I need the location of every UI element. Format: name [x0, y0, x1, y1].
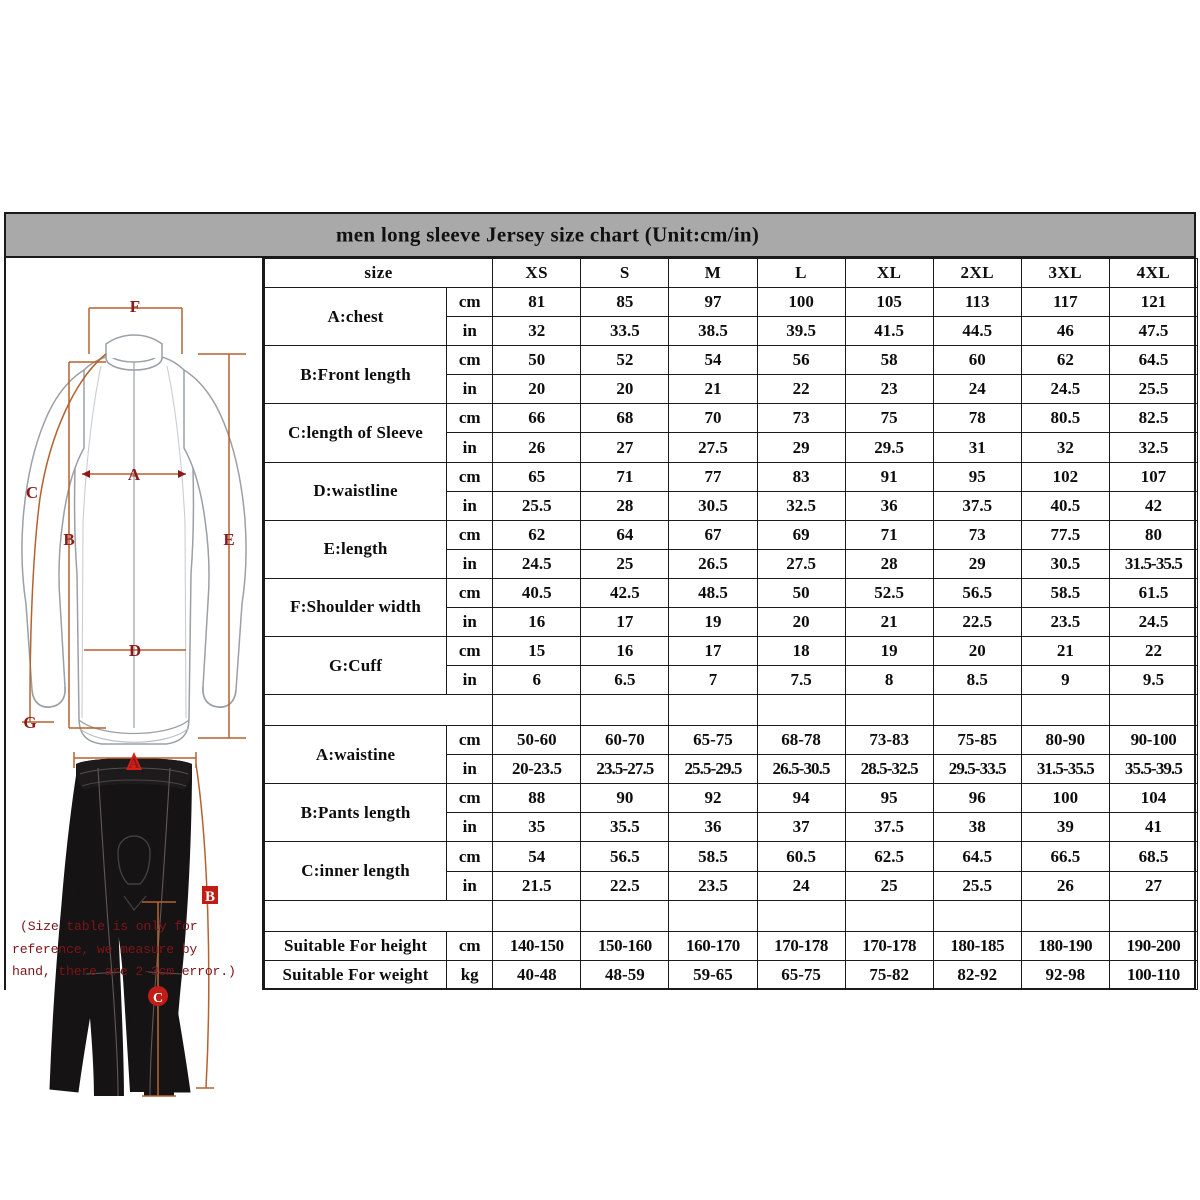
cell-4xl: 82.5	[1109, 404, 1197, 433]
header-size-3xl: 3XL	[1021, 259, 1109, 288]
spacer-cell	[1021, 900, 1109, 931]
cell-m: 65-75	[669, 726, 757, 755]
table-row	[265, 784, 1198, 813]
cell-xl: 95	[845, 784, 933, 813]
jersey-diagram	[22, 297, 246, 744]
cell-m: 7	[669, 666, 757, 695]
svg-text:C: C	[25, 483, 39, 502]
cell-l: 94	[757, 784, 845, 813]
spacer-cell	[1021, 695, 1109, 726]
cell-3xl: 21	[1021, 637, 1109, 666]
header-size-2xl: 2XL	[933, 259, 1021, 288]
cell-m: 36	[669, 813, 757, 842]
cell-xs: 25.5	[493, 491, 581, 520]
cell-2xl: 64.5	[933, 842, 1021, 871]
header-size-s: S	[581, 259, 669, 288]
cell-s: 35.5	[581, 813, 669, 842]
row-unit: cm	[447, 288, 493, 317]
cell-3xl: 102	[1021, 462, 1109, 491]
header-size-m: M	[669, 259, 757, 288]
cell-4xl: 61.5	[1109, 578, 1197, 607]
cell-4xl: 35.5-39.5	[1109, 755, 1197, 784]
cell-m: 27.5	[669, 433, 757, 462]
cell-2xl: 96	[933, 784, 1021, 813]
cell-m: 97	[669, 288, 757, 317]
cell-m: 58.5	[669, 842, 757, 871]
cell-xl: 73-83	[845, 726, 933, 755]
cell-s: 71	[581, 462, 669, 491]
cell-3xl: 117	[1021, 288, 1109, 317]
cell-4xl: 32.5	[1109, 433, 1197, 462]
table-row	[265, 578, 1198, 607]
chart-title-band	[6, 214, 1194, 258]
cell-4xl: 42	[1109, 491, 1197, 520]
cell-3xl: 80-90	[1021, 726, 1109, 755]
cell-4xl: 121	[1109, 288, 1197, 317]
row-unit: in	[447, 549, 493, 578]
row-unit: in	[447, 607, 493, 636]
table-row	[265, 960, 1198, 989]
cell-l: 100	[757, 288, 845, 317]
row-label: D:waistline	[265, 462, 447, 520]
cell-4xl: 22	[1109, 637, 1197, 666]
cell-m: 54	[669, 346, 757, 375]
cell-xs: 24.5	[493, 549, 581, 578]
cell-m: 30.5	[669, 491, 757, 520]
cell-4xl: 104	[1109, 784, 1197, 813]
cell-4xl: 64.5	[1109, 346, 1197, 375]
cell-3xl: 80.5	[1021, 404, 1109, 433]
cell-2xl: 31	[933, 433, 1021, 462]
table-row	[265, 520, 1198, 549]
row-label: Suitable For weight	[265, 960, 447, 989]
cell-s: 17	[581, 607, 669, 636]
cell-l: 50	[757, 578, 845, 607]
cell-s: 68	[581, 404, 669, 433]
cell-3xl: 46	[1021, 317, 1109, 346]
cell-3xl: 26	[1021, 871, 1109, 900]
cell-s: 16	[581, 637, 669, 666]
cell-xl: 105	[845, 288, 933, 317]
svg-text:A: A	[128, 756, 140, 772]
cell-m: 59-65	[669, 960, 757, 989]
svg-text:F: F	[129, 297, 141, 316]
note-line-1: (Size table is only for	[20, 918, 198, 934]
header-size-xl: XL	[845, 259, 933, 288]
cell-xl: 62.5	[845, 842, 933, 871]
cell-4xl: 47.5	[1109, 317, 1197, 346]
cell-3xl: 9	[1021, 666, 1109, 695]
page-title: men long sleeve Jersey size chart (Unit:cm/in)	[336, 222, 760, 247]
cell-3xl: 77.5	[1021, 520, 1109, 549]
cell-s: 60-70	[581, 726, 669, 755]
cell-xl: 36	[845, 491, 933, 520]
cell-s: 64	[581, 520, 669, 549]
cell-2xl: 180-185	[933, 931, 1021, 960]
size-chart-block	[4, 212, 1196, 1006]
spacer-cell	[1109, 900, 1197, 931]
cell-xl: 75-82	[845, 960, 933, 989]
spacer-row-1	[265, 695, 1198, 726]
row-unit: cm	[447, 578, 493, 607]
row-unit: cm	[447, 404, 493, 433]
table-row	[265, 637, 1198, 666]
svg-text:G: G	[23, 713, 37, 732]
cell-xl: 75	[845, 404, 933, 433]
svg-text:A: A	[127, 465, 141, 484]
cell-l: 83	[757, 462, 845, 491]
cell-m: 67	[669, 520, 757, 549]
cell-s: 56.5	[581, 842, 669, 871]
cell-3xl: 30.5	[1021, 549, 1109, 578]
cell-s: 23.5-27.5	[581, 755, 669, 784]
cell-l: 39.5	[757, 317, 845, 346]
cell-3xl: 180-190	[1021, 931, 1109, 960]
note-line-2: reference, we measure by	[12, 941, 198, 957]
size-table-body	[265, 259, 1198, 990]
cell-s: 28	[581, 491, 669, 520]
cell-l: 27.5	[757, 549, 845, 578]
row-unit: in	[447, 666, 493, 695]
row-unit: cm	[447, 462, 493, 491]
cell-l: 37	[757, 813, 845, 842]
cell-xs: 50	[493, 346, 581, 375]
note-line-3: hand, there are 2-3cm error.)	[12, 964, 236, 980]
cell-xs: 16	[493, 607, 581, 636]
table-row	[265, 842, 1198, 871]
spacer-cell	[933, 695, 1021, 726]
header-size-xs: XS	[493, 259, 581, 288]
svg-text:E: E	[223, 530, 235, 549]
cell-xs: 26	[493, 433, 581, 462]
table-header-row	[265, 259, 1198, 288]
spacer-cell	[669, 900, 757, 931]
cell-l: 18	[757, 637, 845, 666]
spacer-cell	[933, 900, 1021, 931]
cell-4xl: 68.5	[1109, 842, 1197, 871]
cell-2xl: 44.5	[933, 317, 1021, 346]
cell-3xl: 92-98	[1021, 960, 1109, 989]
size-table-container	[264, 258, 1198, 990]
cell-2xl: 29.5-33.5	[933, 755, 1021, 784]
cell-4xl: 90-100	[1109, 726, 1197, 755]
header-size-label: size	[265, 259, 493, 288]
cell-3xl: 40.5	[1021, 491, 1109, 520]
spacer-label	[265, 695, 493, 726]
cell-3xl: 24.5	[1021, 375, 1109, 404]
cell-m: 160-170	[669, 931, 757, 960]
cell-l: 170-178	[757, 931, 845, 960]
cell-3xl: 23.5	[1021, 607, 1109, 636]
cell-m: 77	[669, 462, 757, 491]
cell-3xl: 31.5-35.5	[1021, 755, 1109, 784]
spacer-cell	[845, 695, 933, 726]
cell-m: 70	[669, 404, 757, 433]
row-unit: cm	[447, 784, 493, 813]
cell-xs: 32	[493, 317, 581, 346]
cell-s: 33.5	[581, 317, 669, 346]
cell-s: 52	[581, 346, 669, 375]
cell-2xl: 75-85	[933, 726, 1021, 755]
cell-l: 65-75	[757, 960, 845, 989]
cell-s: 20	[581, 375, 669, 404]
table-row	[265, 288, 1198, 317]
row-unit: cm	[447, 842, 493, 871]
cell-l: 56	[757, 346, 845, 375]
cell-l: 7.5	[757, 666, 845, 695]
table-row	[265, 931, 1198, 960]
cell-m: 25.5-29.5	[669, 755, 757, 784]
cell-2xl: 113	[933, 288, 1021, 317]
cell-s: 27	[581, 433, 669, 462]
cell-xs: 62	[493, 520, 581, 549]
cell-xl: 21	[845, 607, 933, 636]
cell-3xl: 32	[1021, 433, 1109, 462]
row-label: C:length of Sleeve	[265, 404, 447, 462]
cell-4xl: 100-110	[1109, 960, 1197, 989]
cell-l: 29	[757, 433, 845, 462]
cell-2xl: 25.5	[933, 871, 1021, 900]
row-label: B:Front length	[265, 346, 447, 404]
cell-xl: 25	[845, 871, 933, 900]
cell-s: 85	[581, 288, 669, 317]
spacer-cell	[493, 695, 581, 726]
row-unit: cm	[447, 637, 493, 666]
row-unit: cm	[447, 520, 493, 549]
header-size-l: L	[757, 259, 845, 288]
table-row	[265, 404, 1198, 433]
cell-xl: 28.5-32.5	[845, 755, 933, 784]
row-label: B:Pants length	[265, 784, 447, 842]
cell-m: 21	[669, 375, 757, 404]
cell-xl: 37.5	[845, 813, 933, 842]
row-label: C:inner length	[265, 842, 447, 900]
cell-xs: 6	[493, 666, 581, 695]
cell-2xl: 78	[933, 404, 1021, 433]
cell-l: 73	[757, 404, 845, 433]
cell-2xl: 29	[933, 549, 1021, 578]
cell-2xl: 38	[933, 813, 1021, 842]
cell-xs: 21.5	[493, 871, 581, 900]
cell-4xl: 24.5	[1109, 607, 1197, 636]
cell-m: 48.5	[669, 578, 757, 607]
illustration-panel	[6, 258, 264, 1006]
row-unit: in	[447, 433, 493, 462]
cell-3xl: 62	[1021, 346, 1109, 375]
row-label: E:length	[265, 520, 447, 578]
cell-3xl: 66.5	[1021, 842, 1109, 871]
cell-2xl: 22.5	[933, 607, 1021, 636]
cell-2xl: 73	[933, 520, 1021, 549]
cell-3xl: 58.5	[1021, 578, 1109, 607]
cell-l: 32.5	[757, 491, 845, 520]
row-unit: in	[447, 755, 493, 784]
cell-3xl: 100	[1021, 784, 1109, 813]
cell-s: 48-59	[581, 960, 669, 989]
cell-l: 22	[757, 375, 845, 404]
cell-l: 24	[757, 871, 845, 900]
cell-s: 25	[581, 549, 669, 578]
table-row	[265, 462, 1198, 491]
spacer-label	[265, 900, 493, 931]
cell-xs: 35	[493, 813, 581, 842]
row-unit: in	[447, 317, 493, 346]
row-unit: cm	[447, 726, 493, 755]
disclaimer-note	[12, 916, 258, 984]
spacer-cell	[669, 695, 757, 726]
cell-xl: 19	[845, 637, 933, 666]
cell-xs: 81	[493, 288, 581, 317]
spacer-cell	[493, 900, 581, 931]
cell-s: 90	[581, 784, 669, 813]
cell-2xl: 37.5	[933, 491, 1021, 520]
row-label: A:chest	[265, 288, 447, 346]
spacer-cell	[581, 900, 669, 931]
table-row	[265, 726, 1198, 755]
row-unit: in	[447, 813, 493, 842]
cell-xs: 40.5	[493, 578, 581, 607]
spacer-cell	[757, 900, 845, 931]
svg-text:B: B	[204, 889, 216, 905]
cell-s: 42.5	[581, 578, 669, 607]
cell-s: 6.5	[581, 666, 669, 695]
cell-l: 20	[757, 607, 845, 636]
cell-4xl: 25.5	[1109, 375, 1197, 404]
spacer-cell	[581, 695, 669, 726]
cell-4xl: 27	[1109, 871, 1197, 900]
svg-text:C: C	[152, 991, 164, 1006]
cell-xs: 54	[493, 842, 581, 871]
cell-xl: 71	[845, 520, 933, 549]
svg-text:B: B	[63, 530, 75, 549]
cell-xl: 91	[845, 462, 933, 491]
cell-xs: 65	[493, 462, 581, 491]
cell-m: 92	[669, 784, 757, 813]
cell-2xl: 20	[933, 637, 1021, 666]
row-unit: cm	[447, 346, 493, 375]
cell-xl: 52.5	[845, 578, 933, 607]
cell-xl: 8	[845, 666, 933, 695]
spacer-cell	[757, 695, 845, 726]
cell-2xl: 95	[933, 462, 1021, 491]
cell-xl: 58	[845, 346, 933, 375]
cell-xl: 28	[845, 549, 933, 578]
cell-4xl: 41	[1109, 813, 1197, 842]
cell-s: 150-160	[581, 931, 669, 960]
cell-xs: 20-23.5	[493, 755, 581, 784]
cell-l: 60.5	[757, 842, 845, 871]
cell-xs: 15	[493, 637, 581, 666]
cell-l: 68-78	[757, 726, 845, 755]
cell-4xl: 107	[1109, 462, 1197, 491]
row-unit: in	[447, 871, 493, 900]
cell-xl: 29.5	[845, 433, 933, 462]
cell-xs: 66	[493, 404, 581, 433]
cell-m: 26.5	[669, 549, 757, 578]
cell-xl: 23	[845, 375, 933, 404]
spacer-row-2	[265, 900, 1198, 931]
spacer-cell	[845, 900, 933, 931]
cell-2xl: 82-92	[933, 960, 1021, 989]
row-label: A:waistine	[265, 726, 447, 784]
cell-m: 23.5	[669, 871, 757, 900]
row-label: F:Shoulder width	[265, 578, 447, 636]
cell-4xl: 190-200	[1109, 931, 1197, 960]
row-unit: in	[447, 375, 493, 404]
cell-l: 69	[757, 520, 845, 549]
cell-xs: 140-150	[493, 931, 581, 960]
row-label: G:Cuff	[265, 637, 447, 695]
cell-l: 26.5-30.5	[757, 755, 845, 784]
row-unit: in	[447, 491, 493, 520]
cell-s: 22.5	[581, 871, 669, 900]
cell-xs: 40-48	[493, 960, 581, 989]
cell-xs: 50-60	[493, 726, 581, 755]
cell-2xl: 24	[933, 375, 1021, 404]
svg-text:D: D	[128, 641, 142, 660]
cell-2xl: 60	[933, 346, 1021, 375]
row-unit: kg	[447, 960, 493, 989]
cell-xs: 88	[493, 784, 581, 813]
cell-xs: 20	[493, 375, 581, 404]
cell-m: 19	[669, 607, 757, 636]
size-table	[264, 258, 1198, 990]
cell-xl: 41.5	[845, 317, 933, 346]
cell-xl: 170-178	[845, 931, 933, 960]
cell-m: 38.5	[669, 317, 757, 346]
table-row	[265, 346, 1198, 375]
cell-4xl: 80	[1109, 520, 1197, 549]
cell-2xl: 8.5	[933, 666, 1021, 695]
cell-3xl: 39	[1021, 813, 1109, 842]
cell-m: 17	[669, 637, 757, 666]
cell-4xl: 31.5-35.5	[1109, 549, 1197, 578]
cell-4xl: 9.5	[1109, 666, 1197, 695]
spacer-cell	[1109, 695, 1197, 726]
header-size-4xl: 4XL	[1109, 259, 1197, 288]
cell-2xl: 56.5	[933, 578, 1021, 607]
row-label: Suitable For height	[265, 931, 447, 960]
row-unit: cm	[447, 931, 493, 960]
